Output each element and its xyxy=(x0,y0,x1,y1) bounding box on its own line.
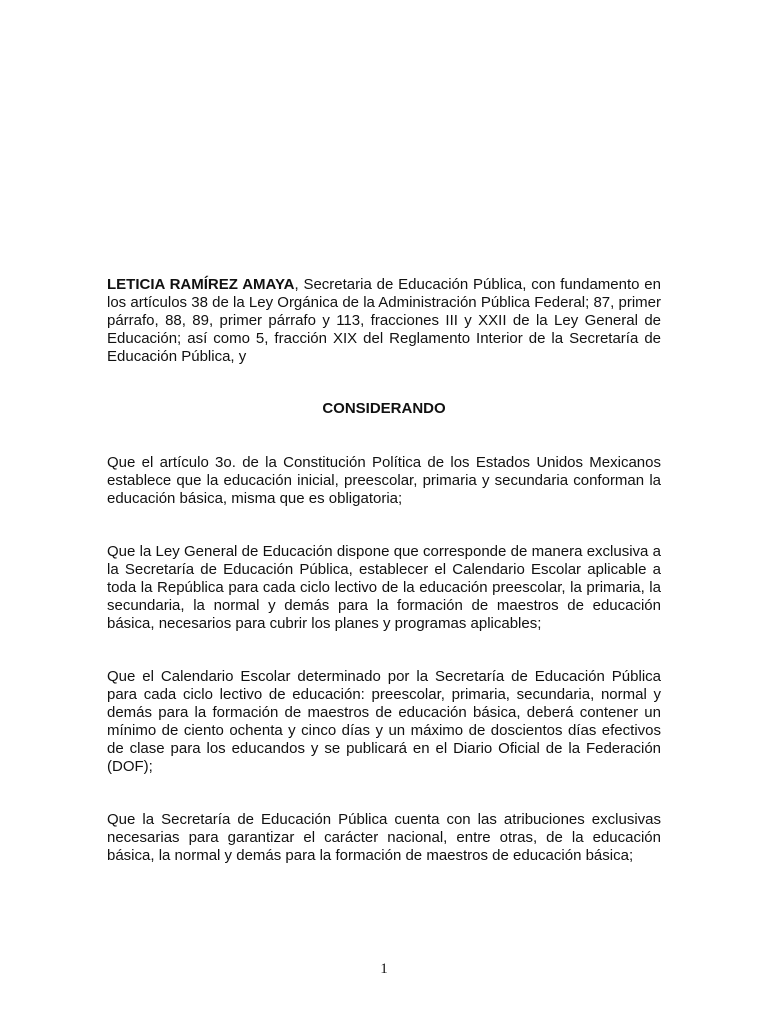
section-heading: CONSIDERANDO xyxy=(322,400,446,417)
considerando-paragraph-2: Que la Ley General de Educación dispone que corresponde de manera exclusiva a la Secretaría de Educación Pública, establecer el Calendario Escolar aplicable a toda la República para cada ciclo lectivo de la educación preescolar, la primaria, la secundaria, la normal y demás para la formación de maestros de educación básica, necesarios para cubrir los planes y programas aplicables; xyxy=(107,543,661,632)
considerando-paragraph-4: Que la Secretaría de Educación Pública cuenta con las atribuciones exclusivas necesarias para garantizar el carácter nacional, entre otras, de la educación básica, la normal y demás para la formación de maestros de educación básica; xyxy=(107,811,661,864)
signatory-name: LETICIA RAMÍREZ AMAYA xyxy=(107,276,295,293)
page-number: 1 xyxy=(380,961,388,977)
considerando-paragraph-1: Que el artículo 3o. de la Constitución Política de los Estados Unidos Mexicanos establece que la educación inicial, preescolar, primaria y secundaria conforman la educación básica, misma que es obligatoria; xyxy=(107,454,661,507)
intro-paragraph xyxy=(107,276,661,366)
considerando-paragraph-3: Que el Calendario Escolar determinado por la Secretaría de Educación Pública para cada ciclo lectivo de educación: preescolar, primaria, secundaria, normal y demás para la formación de maestros de educación básica, deberá contener un mínimo de ciento ochenta y cinco días y un máximo de doscientos días efectivos de clase para los educandos y se publicará en el Diario Oficial de la Federación (DOF); xyxy=(107,668,661,775)
intro-text: , Secretaria de Educación Pública, con fundamento en los artículos 38 de la Ley Orgánica de la Administración Pública Federal; 87, primer párrafo, 88, 89, primer párrafo y 113, fracciones III y XXII de la Ley General de Educación; así como 5, fracción XIX del Reglamento Interior de la Secretaría de Educación Pública, y xyxy=(107,276,661,365)
